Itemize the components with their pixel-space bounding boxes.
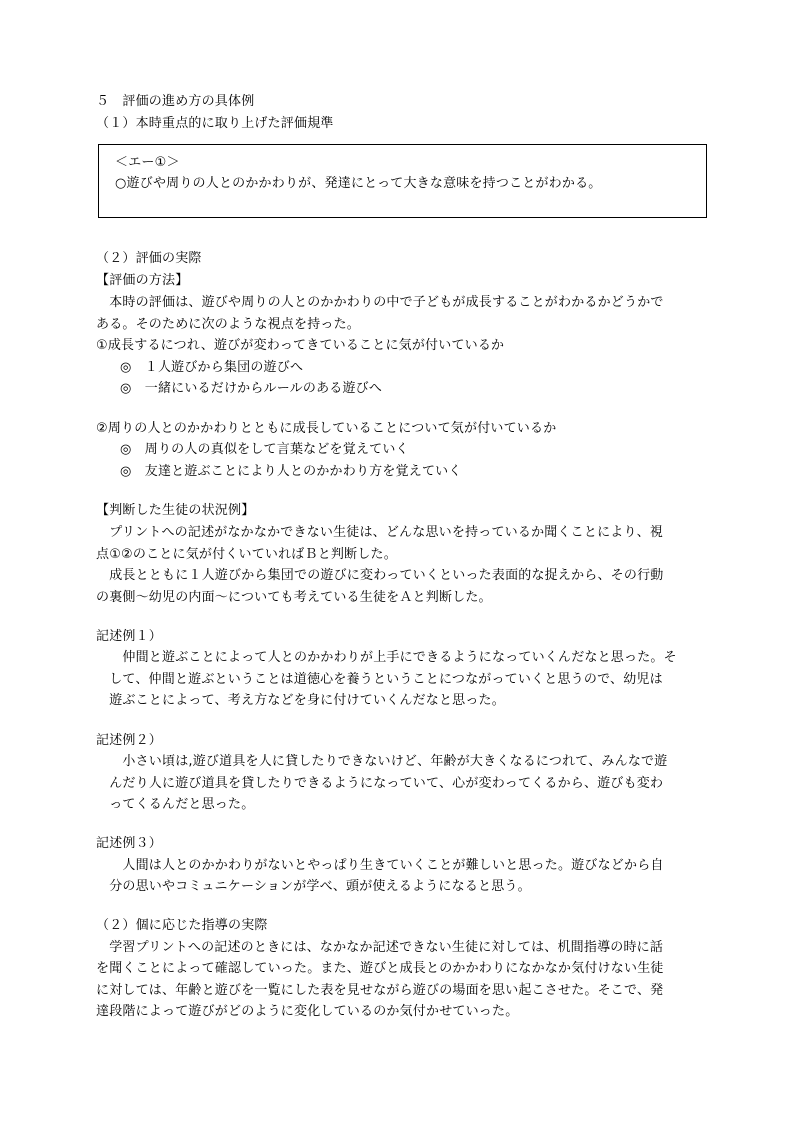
- method-text-line: ある。そのために次のような視点を持った。: [96, 317, 361, 332]
- guidance-text-line: 学習プリントへの記述のときには、なかなか記述できない生徒に対しては、机間指導の時に話: [96, 940, 664, 955]
- section-heading: ５ 評価の進め方の具体例: [96, 94, 255, 109]
- example-text-line: 人間は人とのかかわりがないとやっぱり生きていくことが難しいと思った。遊びなどから自: [96, 858, 664, 873]
- viewpoint-1-item: ◎ 一緒にいるだけからルールのある遊びへ: [120, 381, 383, 396]
- criteria-box: [98, 144, 707, 218]
- criteria-text: ○遊びや周りの人とのかかわりが、発達にとって大きな意味を持つことがわかる。: [115, 176, 602, 191]
- method-heading: 【評価の方法】: [96, 273, 189, 288]
- judgement-text-line: の裏側～幼児の内面～についても考えている生徒をＡと判断した。: [96, 590, 492, 605]
- method-text-line: 本時の評価は、遊びや周りの人とのかかわりの中で子どもが成長することがわかるかどうかで: [96, 295, 664, 310]
- guidance-text-line: に対しては、年齢と遊びを一覧にした表を見せながら遊びの場面を思い起こさせた。そこで、発: [96, 983, 664, 998]
- example-text-line: 仲間と遊ぶことによって人とのかかわりが上手にできるようになっていくんだなと思った。そ: [96, 650, 677, 665]
- evaluation-heading: （２）評価の実際: [96, 251, 202, 266]
- viewpoint-1: ①成長するにつれ、遊びが変わってきていることに気が付いているか: [96, 338, 505, 353]
- viewpoint-1-item: ◎ １人遊びから集団の遊びへ: [120, 360, 304, 375]
- example-text-line: んだり人に遊び道具を貸したりできるようになっていて、心が変わってくるから、遊びも変わ: [96, 776, 664, 791]
- viewpoint-2-item: ◎ 友達と遊ぶことにより人とのかかわり方を覚えていく: [120, 464, 462, 479]
- guidance-text-line: 達段階によって遊びがどのように変化しているのか気付かせていった。: [96, 1004, 519, 1019]
- viewpoint-2: ②周りの人とのかかわりとともに成長していることについて気が付いているか: [96, 421, 557, 436]
- judgement-heading: 【判断した生徒の状況例】: [96, 503, 255, 518]
- example-title: 記述例３）: [96, 836, 163, 851]
- guidance-text-line: を聞くことによって確認していった。また、遊びと成長とのかかわりになかなか気付けない生徒: [96, 961, 664, 976]
- judgement-text-line: 点①②のことに気が付くいていればＢと判断した。: [96, 547, 397, 562]
- example-text-line: 小さい頃は,遊び道具を人に貸したりできないけど、年齢が大きくなるにつれて、みんなで遊: [96, 754, 668, 769]
- example-title: 記述例２）: [96, 733, 163, 748]
- judgement-text-line: 成長とともに１人遊びから集団での遊びに変わっていくといった表面的な捉えから、その行動: [96, 568, 664, 583]
- example-title: 記述例１）: [96, 629, 163, 644]
- guidance-heading: （２）個に応じた指導の実際: [96, 918, 268, 933]
- example-text-line: 分の思いやコミュニケーションが学べ、頭が使えるようになると思う。: [96, 879, 531, 894]
- subsection-heading: （１）本時重点的に取り上げた評価規準: [96, 116, 334, 131]
- viewpoint-2-item: ◎ 周りの人の真似をして言葉などを覚えていく: [120, 442, 409, 457]
- example-text-line: して、仲間と遊ぶということは道徳心を養うということにつながっていくと思うので、幼児は: [96, 672, 663, 687]
- criteria-label: ＜エー①＞: [115, 155, 180, 170]
- example-text-line: ってくるんだと思った。: [96, 797, 255, 812]
- judgement-text-line: プリントへの記述がなかなかできない生徒は、どんな思いを持っているか聞くことにより、視: [96, 525, 664, 540]
- example-text-line: 遊ぶことによって、考え方などを身に付けていくんだなと思った。: [96, 693, 505, 708]
